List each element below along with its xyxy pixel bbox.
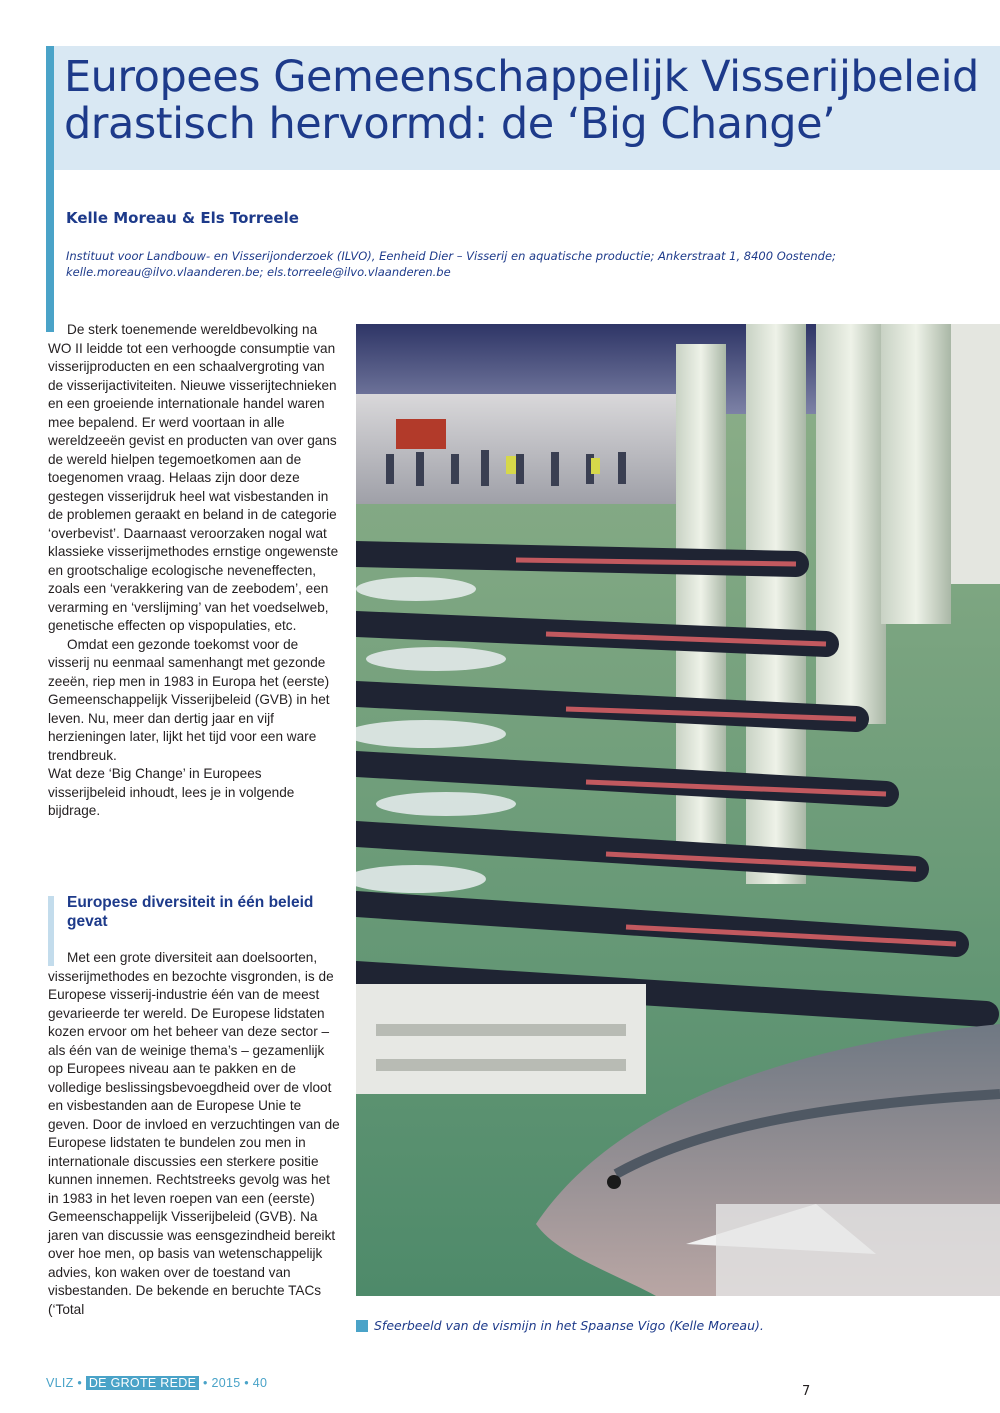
caption-marker [356, 1320, 368, 1332]
intro-column [48, 321, 340, 821]
side-accent-line [46, 170, 54, 332]
footer-year: 2015 [211, 1376, 241, 1390]
affiliation-emails: kelle.moreau@ilvo.vlaanderen.be; els.torreele@ilvo.vlaanderen.be [66, 265, 451, 279]
page-number: 7 [802, 1384, 811, 1399]
footer-separator: • [240, 1376, 253, 1390]
article-title-line1: Europees Gemeenschappelijk Visserijbeleid [64, 52, 979, 102]
page-footer [46, 1376, 267, 1390]
footer-separator: • [199, 1376, 212, 1390]
intro-paragraph-1: De sterk toenemende wereldbevolking na WO II leidde tot een verhoogde consumptie van visserijproducten en een schaalvergroting van de visserijactiviteiten. Nieuwe visserijtechnieken en een groeiende internationale handel waren mee bepalend. Er werd voortaan in alle wereldzeeën gevist en producten van over gans de wereld hielpen tegemoetkomen aan de toegenomen vraag. Helaas zijn door deze gestegen visserijdruk heel wat visbestanden in de problemen geraakt en beland in de categorie ‘overbevist’. Daarnaast veroorzaken nogal wat klassieke visserijmethodes ernstige ongewenste en grootschalige ecologische neveneffecten, zoals een ‘verakkering van de zeebodem’, een verarming en ‘verslijming’ van het voedselweb, genetische effecten op vispopulaties, etc. [48, 322, 339, 633]
article-title-line2: drastisch hervormd: de ‘Big Change’ [64, 99, 836, 149]
title-accent-bar [46, 46, 54, 170]
photo-caption: Sfeerbeeld van de vismijn in het Spaanse Vigo (Kelle Moreau). [374, 1318, 764, 1333]
section-column [48, 949, 340, 1319]
footer-publication: DE GROTE REDE [86, 1376, 199, 1390]
intro-paragraph-3: Wat deze ‘Big Change’ in Europees visserijbeleid inhoudt, lees je in volgende bijdrage. [48, 766, 295, 818]
section-heading: Europese diversiteit in één beleid gevat [67, 894, 314, 930]
section-paragraph-1: Met een grote diversiteit aan doelsoorten, visserijmethodes en bezochte visgronden, is de Europese visserij-industrie één van de meest gevarieerde ter wereld. De Europese lidstaten kozen ervoor om het beheer van deze sector – als één van de weinige thema’s – gezamenlijk op Europees niveau aan te pakken en de volledige beslissingsbevoegdheid over de vloot en visbestanden aan de Europese Unie te geven. Door de invloed en verzuchtingen van de Europese lidstaten te bundelen zou men in internationale discussies een sterkere positie kunnen innemen. Rechtstreeks gevolg was het in 1983 in het leven roepen van een (eerste) Gemeenschappelijk Visserijbeleid (GVB). Na jaren van discussie was eensgezindheid bereikt over hoe men, op basis van wetenschappelijk advies, kon waken over de toestand van visbestanden. De bekende en beruchte TACs (‘Total [48, 950, 340, 1317]
author-affiliation [66, 248, 856, 280]
article-title [64, 54, 994, 148]
footer-org: VLIZ [46, 1376, 74, 1390]
intro-paragraph-2: Omdat een gezonde toekomst voor de visserij nu eenmaal samenhangt met gezonde zeeën, riep men in 1983 in Europa het (eerste) Gemeenschappelijk Visserijbeleid (GVB) in het leven. Nu, meer dan dertig jaar en vijf herzieningen later, lijkt het tijd voor een ware trendbreuk. [48, 636, 330, 763]
article-authors: Kelle Moreau & Els Torreele [66, 209, 299, 227]
footer-separator: • [73, 1376, 86, 1390]
footer-issue: 40 [252, 1376, 268, 1390]
fish-market-photo [356, 324, 1000, 1296]
affiliation-institute: Instituut voor Landbouw- en Visserijonderzoek (ILVO), Eenheid Dier – Visserij en aquatische productie; Ankerstraat 1, 8400 Oostende; [66, 249, 836, 263]
